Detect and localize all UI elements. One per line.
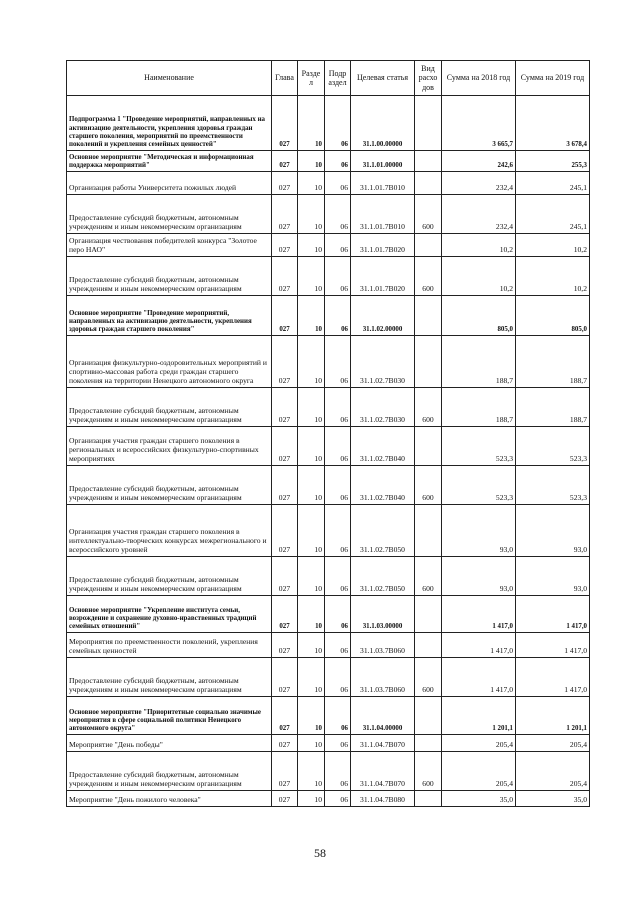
- cell-glava: 027: [272, 697, 298, 735]
- cell-razdel: 10: [298, 658, 325, 697]
- cell-vid: [415, 735, 442, 752]
- cell-sum-2019: 188,7: [516, 388, 590, 427]
- header-name: Наименование: [67, 61, 272, 96]
- section-row: [67, 697, 590, 735]
- cell-sum-2018: 523,3: [442, 466, 516, 505]
- cell-razdel: 10: [298, 172, 325, 195]
- cell-vid: 600: [415, 658, 442, 697]
- cell-razdel: 10: [298, 791, 325, 807]
- cell-podrazdel: 06: [325, 466, 351, 505]
- cell-name: Предоставление субсидий бюджетным, автономным учреждениям и иным некоммерческим организациям: [67, 466, 272, 505]
- cell-podrazdel: 06: [325, 257, 351, 296]
- cell-sum-2018: 205,4: [442, 752, 516, 791]
- section-row: [67, 296, 590, 336]
- header-razdel: Разде л: [298, 61, 325, 96]
- cell-target: 31.1.02.7В040: [351, 427, 415, 466]
- cell-name: Мероприятия по преемственности поколений, укрепления семейных ценностей: [67, 633, 272, 658]
- cell-glava: 027: [272, 633, 298, 658]
- cell-glava: 027: [272, 557, 298, 596]
- cell-sum-2019: 245,1: [516, 195, 590, 234]
- table-row: [67, 336, 590, 388]
- cell-vid: [415, 633, 442, 658]
- cell-target: 31.1.04.7В080: [351, 791, 415, 807]
- cell-sum-2019: 1 417,0: [516, 596, 590, 633]
- cell-sum-2019: 205,4: [516, 735, 590, 752]
- cell-vid: 600: [415, 257, 442, 296]
- table-row: [67, 172, 590, 195]
- cell-sum-2018: 805,0: [442, 296, 516, 336]
- cell-razdel: 10: [298, 336, 325, 388]
- cell-sum-2018: 10,2: [442, 257, 516, 296]
- cell-vid: 600: [415, 466, 442, 505]
- cell-sum-2019: 188,7: [516, 336, 590, 388]
- cell-sum-2019: 1 417,0: [516, 633, 590, 658]
- cell-sum-2018: 523,3: [442, 427, 516, 466]
- cell-name: Организация участия граждан старшего поколения в интеллектуально-творческих конкурсах межрегионального и всероссийского уровней: [67, 505, 272, 557]
- cell-razdel: 10: [298, 388, 325, 427]
- cell-razdel: 10: [298, 752, 325, 791]
- cell-name: Основное мероприятие "Методическая и информационная поддержка мероприятий": [67, 151, 272, 172]
- cell-podrazdel: 06: [325, 633, 351, 658]
- cell-target: 31.1.02.7В030: [351, 336, 415, 388]
- cell-sum-2018: 205,4: [442, 735, 516, 752]
- header-podrazdel: Подр аздел: [325, 61, 351, 96]
- table-row: [67, 735, 590, 752]
- cell-glava: 027: [272, 752, 298, 791]
- cell-razdel: 10: [298, 697, 325, 735]
- cell-podrazdel: 06: [325, 151, 351, 172]
- cell-sum-2019: 10,2: [516, 234, 590, 257]
- cell-glava: 027: [272, 735, 298, 752]
- cell-target: 31.1.02.7В030: [351, 388, 415, 427]
- cell-sum-2018: 93,0: [442, 505, 516, 557]
- cell-razdel: 10: [298, 466, 325, 505]
- cell-name: Предоставление субсидий бюджетным, автономным учреждениям и иным некоммерческим организациям: [67, 257, 272, 296]
- cell-podrazdel: 06: [325, 752, 351, 791]
- cell-target: 31.1.02.00000: [351, 296, 415, 336]
- table-row: [67, 195, 590, 234]
- cell-target: 31.1.00.00000: [351, 96, 415, 151]
- cell-name: Основное мероприятие "Приоритетные социально значимые мероприятия в сфере социальной политики Ненецкого автономного округа": [67, 697, 272, 735]
- cell-podrazdel: 06: [325, 427, 351, 466]
- cell-podrazdel: 06: [325, 697, 351, 735]
- cell-glava: 027: [272, 151, 298, 172]
- cell-podrazdel: 06: [325, 296, 351, 336]
- cell-podrazdel: 06: [325, 336, 351, 388]
- cell-vid: [415, 234, 442, 257]
- cell-name: Мероприятие "День победы": [67, 735, 272, 752]
- cell-sum-2018: 1 417,0: [442, 633, 516, 658]
- cell-target: 31.1.04.7В070: [351, 752, 415, 791]
- cell-target: 31.1.02.7В050: [351, 505, 415, 557]
- cell-razdel: 10: [298, 427, 325, 466]
- header-sum-2019: Сумма на 2019 год: [516, 61, 590, 96]
- cell-podrazdel: 06: [325, 791, 351, 807]
- cell-sum-2018: 242,6: [442, 151, 516, 172]
- cell-podrazdel: 06: [325, 557, 351, 596]
- cell-name: Мероприятие "День пожилого человека": [67, 791, 272, 807]
- cell-target: 31.1.02.7В050: [351, 557, 415, 596]
- cell-vid: [415, 697, 442, 735]
- cell-vid: 600: [415, 195, 442, 234]
- cell-sum-2019: 10,2: [516, 257, 590, 296]
- cell-vid: 600: [415, 752, 442, 791]
- cell-sum-2018: 93,0: [442, 557, 516, 596]
- cell-sum-2019: 3 678,4: [516, 96, 590, 151]
- cell-name: Предоставление субсидий бюджетным, автономным учреждениям и иным некоммерческим организациям: [67, 557, 272, 596]
- cell-razdel: 10: [298, 557, 325, 596]
- cell-sum-2018: 188,7: [442, 388, 516, 427]
- cell-sum-2019: 93,0: [516, 505, 590, 557]
- cell-vid: [415, 791, 442, 807]
- cell-glava: 027: [272, 296, 298, 336]
- cell-razdel: 10: [298, 96, 325, 151]
- cell-razdel: 10: [298, 735, 325, 752]
- cell-glava: 027: [272, 466, 298, 505]
- table-row: [67, 791, 590, 807]
- cell-sum-2019: 205,4: [516, 752, 590, 791]
- cell-vid: [415, 505, 442, 557]
- cell-podrazdel: 06: [325, 172, 351, 195]
- cell-vid: [415, 296, 442, 336]
- cell-glava: 027: [272, 234, 298, 257]
- header-glava: Глава: [272, 61, 298, 96]
- cell-sum-2018: 1 201,1: [442, 697, 516, 735]
- cell-target: 31.1.03.7В060: [351, 658, 415, 697]
- cell-sum-2018: 232,4: [442, 195, 516, 234]
- cell-vid: [415, 596, 442, 633]
- cell-glava: 027: [272, 96, 298, 151]
- cell-target: 31.1.01.7В020: [351, 257, 415, 296]
- cell-target: 31.1.03.7В060: [351, 633, 415, 658]
- cell-sum-2018: 188,7: [442, 336, 516, 388]
- table-row: [67, 658, 590, 697]
- cell-vid: 600: [415, 388, 442, 427]
- cell-razdel: 10: [298, 257, 325, 296]
- cell-sum-2018: 35,0: [442, 791, 516, 807]
- cell-sum-2019: 245,1: [516, 172, 590, 195]
- page-number: 58: [314, 846, 326, 860]
- table-row: [67, 427, 590, 466]
- cell-razdel: 10: [298, 633, 325, 658]
- cell-sum-2018: 232,4: [442, 172, 516, 195]
- cell-sum-2018: 1 417,0: [442, 596, 516, 633]
- cell-sum-2019: 523,3: [516, 466, 590, 505]
- section-row: [67, 96, 590, 151]
- cell-glava: 027: [272, 427, 298, 466]
- cell-sum-2019: 255,3: [516, 151, 590, 172]
- cell-target: 31.1.04.7В070: [351, 735, 415, 752]
- cell-name: Предоставление субсидий бюджетным, автономным учреждениям и иным некоммерческим организациям: [67, 195, 272, 234]
- cell-podrazdel: 06: [325, 596, 351, 633]
- cell-podrazdel: 06: [325, 195, 351, 234]
- cell-sum-2018: 3 665,7: [442, 96, 516, 151]
- cell-vid: [415, 151, 442, 172]
- cell-glava: 027: [272, 505, 298, 557]
- cell-vid: [415, 427, 442, 466]
- cell-glava: 027: [272, 388, 298, 427]
- cell-target: 31.1.04.00000: [351, 697, 415, 735]
- table-row: [67, 557, 590, 596]
- cell-glava: 027: [272, 596, 298, 633]
- cell-podrazdel: 06: [325, 388, 351, 427]
- table-row: [67, 505, 590, 557]
- table-row: [67, 234, 590, 257]
- cell-name: Предоставление субсидий бюджетным, автономным учреждениям и иным некоммерческим организациям: [67, 658, 272, 697]
- cell-glava: 027: [272, 658, 298, 697]
- cell-name: Предоставление субсидий бюджетным, автономным учреждениям и иным некоммерческим организациям: [67, 388, 272, 427]
- section-row: [67, 596, 590, 633]
- cell-vid: [415, 96, 442, 151]
- table-row: [67, 466, 590, 505]
- cell-target: 31.1.02.7В040: [351, 466, 415, 505]
- cell-razdel: 10: [298, 596, 325, 633]
- cell-glava: 027: [272, 336, 298, 388]
- table-header-row: [67, 61, 590, 96]
- header-sum-2018: Сумма на 2018 год: [442, 61, 516, 96]
- cell-razdel: 10: [298, 234, 325, 257]
- cell-glava: 027: [272, 257, 298, 296]
- section-row: [67, 151, 590, 172]
- cell-podrazdel: 06: [325, 505, 351, 557]
- cell-name: Организация чествования победителей конкурса "Золотое перо НАО": [67, 234, 272, 257]
- cell-sum-2019: 805,0: [516, 296, 590, 336]
- table-row: [67, 752, 590, 791]
- cell-sum-2019: 1 417,0: [516, 658, 590, 697]
- cell-name: Основное мероприятие "Проведение мероприятий, направленных на активизацию деятельности, укрепления здоровья граждан старшего поколения": [67, 296, 272, 336]
- cell-name: Основное мероприятие "Укрепление института семьи, возрождение и сохранение духовно-нравственных традиций семейных отношений": [67, 596, 272, 633]
- cell-sum-2018: 1 417,0: [442, 658, 516, 697]
- cell-sum-2019: 1 201,1: [516, 697, 590, 735]
- cell-vid: [415, 172, 442, 195]
- header-target: Целевая статья: [351, 61, 415, 96]
- cell-podrazdel: 06: [325, 96, 351, 151]
- cell-glava: 027: [272, 172, 298, 195]
- header-vid: Вид расхо дов: [415, 61, 442, 96]
- cell-target: 31.1.01.7В010: [351, 172, 415, 195]
- table-row: [67, 257, 590, 296]
- table-row: [67, 633, 590, 658]
- cell-sum-2019: 35,0: [516, 791, 590, 807]
- cell-vid: [415, 336, 442, 388]
- cell-razdel: 10: [298, 195, 325, 234]
- cell-podrazdel: 06: [325, 234, 351, 257]
- cell-target: 31.1.03.00000: [351, 596, 415, 633]
- cell-podrazdel: 06: [325, 658, 351, 697]
- cell-name: Подпрограмма 1 "Проведение мероприятий, направленных на активизацию деятельности, укрепления здоровья граждан старшего поколения, мероприятий по преемственности поколений и укрепления семейных ценностей": [67, 96, 272, 151]
- cell-vid: 600: [415, 557, 442, 596]
- cell-name: Предоставление субсидий бюджетным, автономным учреждениям и иным некоммерческим организациям: [67, 752, 272, 791]
- cell-name: Организация участия граждан старшего поколения в региональных и всероссийских физкультурно-спортивных мероприятиях: [67, 427, 272, 466]
- cell-glava: 027: [272, 791, 298, 807]
- cell-podrazdel: 06: [325, 735, 351, 752]
- cell-target: 31.1.01.7В020: [351, 234, 415, 257]
- cell-sum-2018: 10,2: [442, 234, 516, 257]
- table-row: [67, 388, 590, 427]
- cell-razdel: 10: [298, 505, 325, 557]
- cell-target: 31.1.01.7В010: [351, 195, 415, 234]
- cell-target: 31.1.01.00000: [351, 151, 415, 172]
- cell-razdel: 10: [298, 151, 325, 172]
- cell-sum-2019: 93,0: [516, 557, 590, 596]
- cell-name: Организация работы Университета пожилых людей: [67, 172, 272, 195]
- cell-sum-2019: 523,3: [516, 427, 590, 466]
- budget-table: [66, 60, 590, 807]
- cell-name: Организация физкультурно-оздоровительных мероприятий и спортивно-массовая работа среди граждан старшего поколения на территории Ненецкого автономного округа: [67, 336, 272, 388]
- cell-razdel: 10: [298, 296, 325, 336]
- cell-glava: 027: [272, 195, 298, 234]
